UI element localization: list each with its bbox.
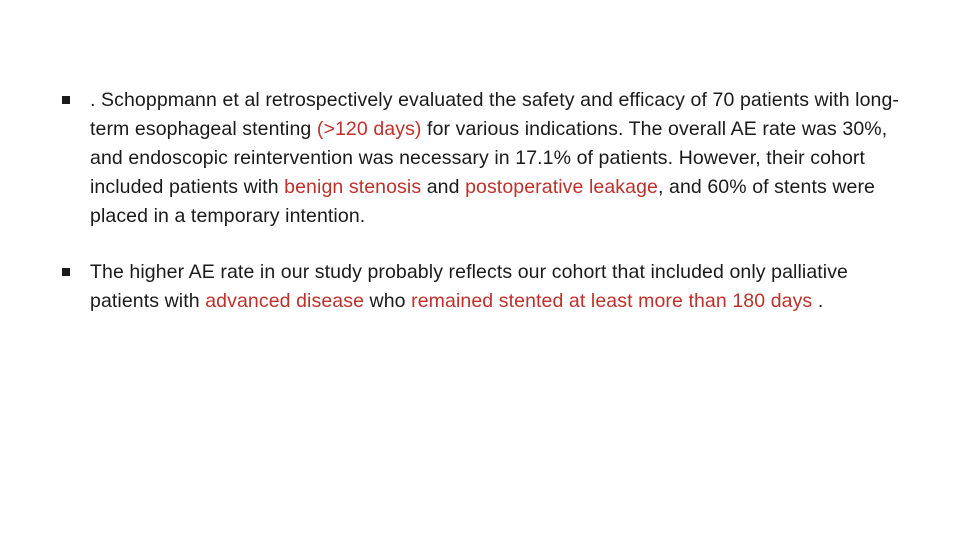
bullet-text [90,261,848,312]
text-run: for various indications. The overall AE rate was 30%, and endoscopic reintervention was necessary in 17.1% of patients. However, their cohort included patients with [90,118,888,198]
square-bullet-icon [62,268,70,276]
highlight-postoperative-leakage: postoperative leakage [465,176,658,198]
bullet-text [90,89,899,227]
text-run: who [364,290,412,312]
bullet-item-higher-ae-rate [62,258,922,316]
text-run: . Schoppmann et al retrospectively evaluated the safety and efficacy of 70 patients with long-term esophageal stenting [90,89,900,140]
text-run: . [812,290,824,312]
square-bullet-icon [62,96,70,104]
text-run: The higher AE rate in our study probably reflects our cohort that included only palliative patients with [90,261,849,312]
bullet-item-schoppmann [62,86,922,231]
highlight-duration: (>120 days) [316,118,422,140]
text-run: and [421,176,466,198]
highlight-advanced-disease: advanced disease [205,290,365,312]
highlight-stented-duration: remained stented at least more than 180 days [411,290,813,312]
text-run: , and 60% of stents were placed in a temporary intention. [90,176,875,227]
bullet-list [62,86,922,316]
highlight-benign-stenosis: benign stenosis [284,176,422,198]
